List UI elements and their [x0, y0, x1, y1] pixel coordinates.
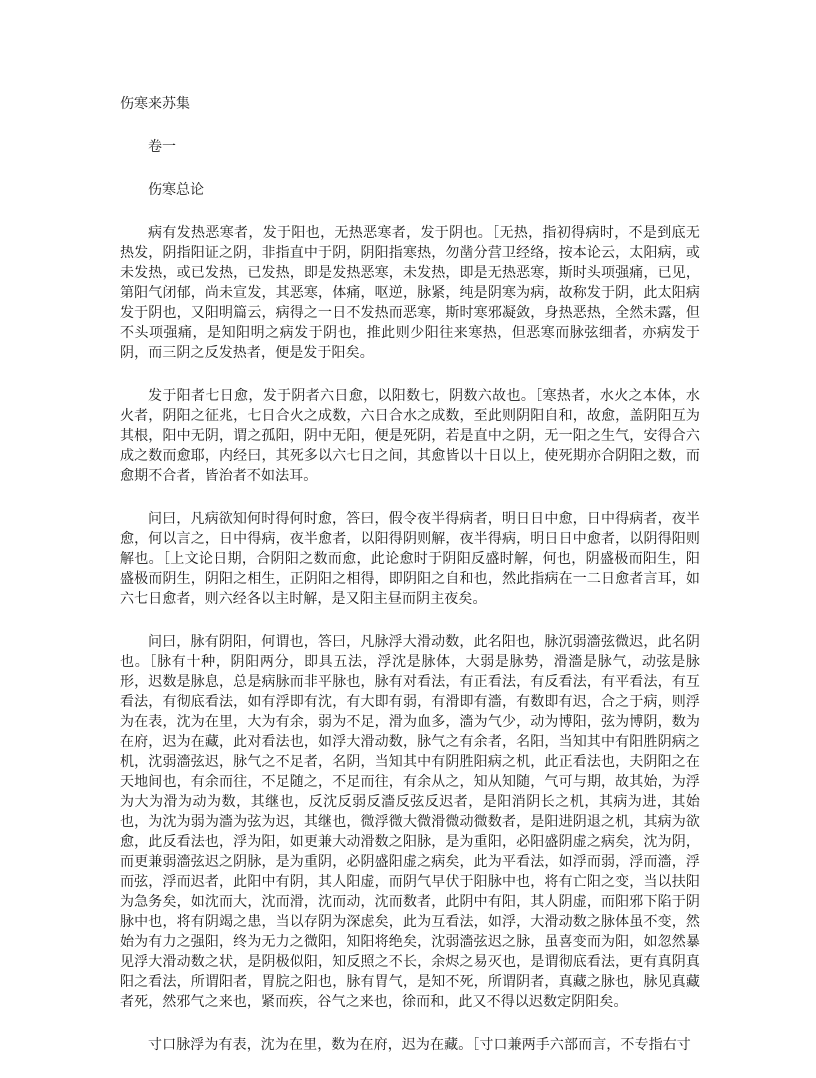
volume-heading: 卷一	[148, 139, 176, 155]
paragraph: 寸口脉浮为有表，沈为在里，数为在府，迟为在藏。［寸口兼两手六部而言，不专指右寸	[148, 1037, 691, 1053]
document-title: 伤寒来苏集	[120, 96, 190, 112]
paragraph: 发于阳者七日愈，发于阴者六日愈，以阳数七，阴数六故也。［寒热者，水火之本体，水火者，阴阳之征兆，七日合火之成数，六日合水之成数，至此则阴阳自和，故愈，盖阴阳互为其根，阳中无阴，谓之孤阳，阴中无阳，便是死阴，若是直中之阴，无一阳之生气，安得合六成之数而愈耶，内经曰，其死多以六七日之间，其愈皆以十日以上，使死期亦合阴阳之数，而愈期不合者，皆治者不如法耳。	[120, 388, 700, 484]
paragraph: 问曰，凡病欲知何时得何时愈，答曰，假令夜半得病者，明日日中愈，日中得病者，夜半愈，何以言之，日中得病，夜半愈者，以阳得阴则解，夜半得病，明日日中愈者，以阴得阳则解也。［上文论日期，合阴阳之数而愈，此论愈时于阴阳反盛时解，何也，阴盛极而阳生，阳盛极而阴生，阴阳之相生，正阴阳之相得，即阴阳之自和也，然此指病在一二日愈者言耳，如六七日愈者，则六经各以主时解，是又阳主昼而阴主夜矣。	[120, 511, 700, 607]
paragraph: 病有发热恶寒者，发于阳也，无热恶寒者，发于阴也。［无热，指初得病时，不是到底无热发，阴指阳证之阴，非指直中于阴，阴阳指寒热，勿凿分营卫经络，按本论云，太阳病，或未发热，或已发热，已发热，即是发热恶寒，未发热，即是无热恶寒，斯时头项强痛，已见，第阳气闭郁，尚未宣发，其恶寒，体痛，呕逆，脉紧，纯是阴寒为病，故称发于阴，此太阳病发于阴也，又阳明篇云，病得之一日不发热而恶寒，斯时寒邪凝敛，身热恶热，全然未露，但不头项强痛，是知阳明之病发于阴也，推此则少阳往来寒热，但恶寒而脉弦细者，亦病发于阴，而三阴之反发热者，便是发于阳矣。	[120, 225, 700, 361]
document-page	[120, 94, 700, 1078]
chapter-heading: 伤寒总论	[148, 182, 204, 198]
paragraph: 问曰，脉有阴阳，何谓也，答曰，凡脉浮大滑动数，此名阳也，脉沉弱濇弦微迟，此名阴也。［脉有十种，阴阳两分，即具五法，浮沈是脉体，大弱是脉势，滑濇是脉气，动弦是脉形，迟数是脉息，总是病脉而非平脉也，脉有对看法，有正看法，有反看法，有平看法，有互看法，有彻底看法，如有浮即有沈，有大即有弱，有滑即有濇，有数即有迟，合之于病，则浮为在表，沈为在里，大为有余，弱为不足，滑为血多，濇为气少，动为博阳，弦为博阴，数为在府，迟为在藏，此对看法也，如浮大滑动数，脉气之有余者，名阳，当知其中有阳胜阴病之机，沈弱濇弦迟，脉气之不足者，名阴，当知其中有阴胜阳病之机，此正看法也，夫阴阳之在天地间也，有余而往，不足随之，不足而往，有余从之，知从知随，气可与期，故其始，为浮为大为滑为动为数，其继也，反沈反弱反濇反弦反迟者，是阳消阴长之机，其病为进，其始也，为沈为弱为濇为弦为迟，其继也，微浮微大微滑微动微数者，是阳进阴退之机，其病为欲愈，此反看法也，浮为阳，如更兼大动滑数之阳脉，是为重阳，必阳盛阴虚之病矣，沈为阴，而更兼弱濇弦迟之阴脉，是为重阴，必阴盛阳虚之病矣，此为平看法，如浮而弱，浮而濇，浮而弦，浮而迟者，此阳中有阴，其人阳虚，而阴气早伏于阳脉中也，将有亡阳之变，当以扶阳为急务矣，如沈而大，沈而滑，沈而动，沈而数者，此阴中有阳，其人阴虚，而阳邪下陷于阴脉中也，将有阴竭之患，当以存阴为深虑矣，此为互看法，如浮，大滑动数之脉体虽不变，然始为有力之强阳，终为无力之微阳，知阳将绝矣，沈弱濇弦迟之脉，虽喜变而为阳，如忽然暴见浮大滑动数之状，是阴极似阳，知反照之不长，余烬之易灭也，是谓彻底看法，更有真阴真阳之看法，所谓阳者，胃脘之阳也，脉有胃气，是知不死，所谓阴者，真藏之脉也，脉见真藏者死，然邪气之来也，紧而疾，谷气之来也，徐而和，此又不得以迟数定阴阳矣。	[120, 634, 700, 1010]
